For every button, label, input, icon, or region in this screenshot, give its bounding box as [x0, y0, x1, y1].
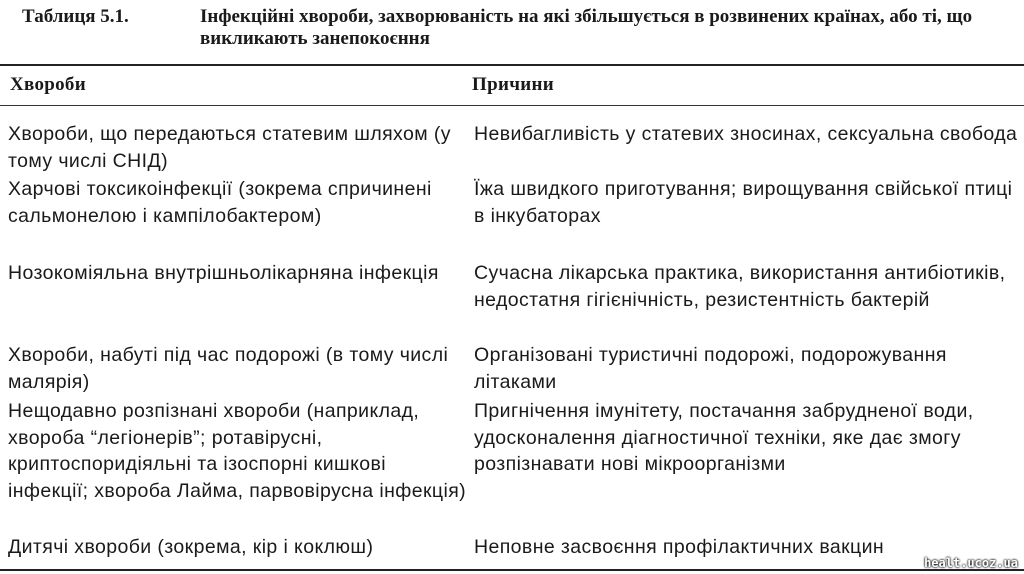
row-2-cause: Їжа швидкого приготування; вирощування свійської птиці в інкубаторах — [474, 178, 1013, 227]
row-4-disease: Хвороби, набуті під час подорожі (в тому числі малярія) — [8, 344, 449, 393]
row-3-disease: Нозокоміяльна внутрішньолікарняна інфекція — [8, 262, 439, 284]
row-6-disease: Дитячі хвороби (зокрема, кір і коклюш) — [8, 536, 374, 558]
site-watermark: healt.ucoz.ua — [924, 556, 1018, 570]
table-bottom-rule — [0, 569, 1024, 571]
row-5-disease: Нещодавно розпізнані хвороби (наприклад, хвороба “легіонерів”; ротавірусні, криптоспоридіяльні та ізоспорні кишкові інфекції; хвороба Лайма, парвовірусна інфекція) — [8, 400, 467, 502]
row-1-cause: Невибагливість у статевих зносинах, сексуальна свобода — [474, 123, 1018, 145]
column-header-causes: Причини — [472, 74, 554, 95]
table-number: Таблиця 5.1. — [22, 6, 129, 27]
row-3-cause: Сучасна лікарська практика, використання антибіотиків, недостатня гігієнічність, резистентність бактерій — [474, 262, 1006, 311]
row-6-cause: Неповне засвоєння профілактичних вакцин — [474, 536, 885, 558]
table-title: Інфекційні хвороби, захворюваність на які збільшується в розвинених країнах, або ті, що викликають занепокоєння — [200, 6, 973, 49]
header-rule — [0, 105, 1024, 106]
row-5-cause: Пригнічення імунітету, постачання забрудненої води, удосконалення діагностичної техніки, яке дає змогу розпізнавати нові мікроорганізми — [474, 400, 974, 475]
row-2-disease: Харчові токсикоінфекції (зокрема спричинені сальмонелою і кампілобактером) — [8, 178, 432, 227]
table-top-rule — [0, 64, 1024, 66]
column-header-diseases: Хвороби — [10, 74, 86, 95]
row-1-disease: Хвороби, що передаються статевим шляхом (у тому числі СНІД) — [8, 123, 451, 172]
row-4-cause: Організовані туристичні подорожі, подорожування літаками — [474, 344, 947, 393]
